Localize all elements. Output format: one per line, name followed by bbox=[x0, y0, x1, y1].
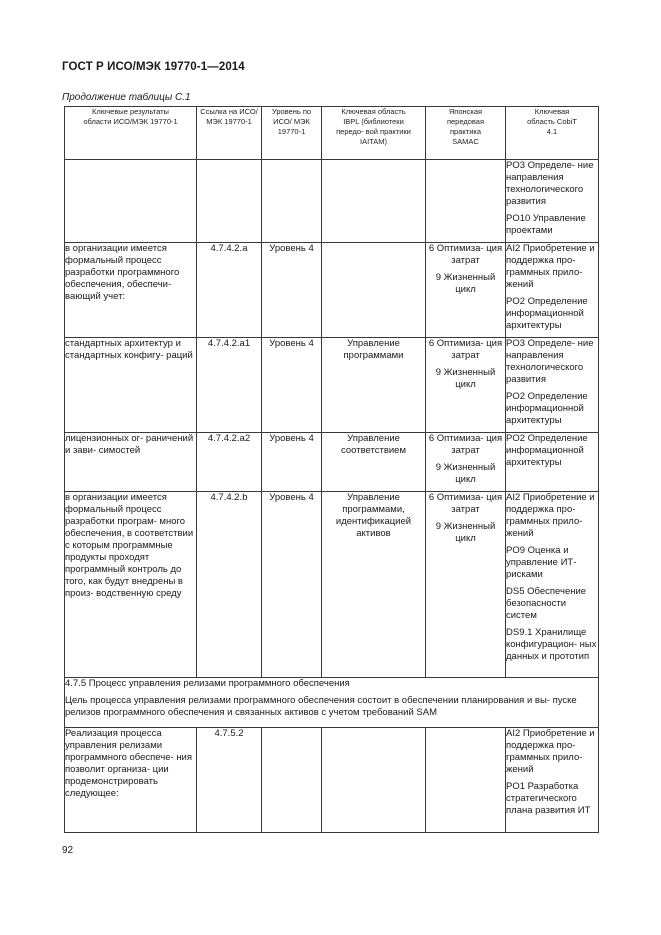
page-number: 92 bbox=[62, 845, 74, 856]
ibpl-cell: Управление программами, идентификацией активов bbox=[322, 492, 426, 678]
level-cell: Уровень 4 bbox=[262, 492, 322, 678]
samac-cell: 6 Оптимиза- ция затрат 9 Жизненный цикл bbox=[426, 492, 506, 678]
table-row bbox=[65, 243, 599, 338]
reference-cell: 4.7.4.2.a1 bbox=[197, 338, 262, 433]
mapping-table bbox=[64, 106, 599, 833]
result-cell: в организации имеется формальный процесс разработки программного обеспечения, обеспечи- вающий учет: bbox=[65, 243, 197, 338]
level-cell bbox=[262, 728, 322, 833]
header-ibpl-area: Ключевая область IBPL (библиотеки передо- вой практики IAITAM) bbox=[322, 107, 426, 160]
result-cell: стандартных архитектур и стандартных конфигу- раций bbox=[65, 338, 197, 433]
samac-cell: 6 Оптимиза- ция затрат 9 Жизненный цикл bbox=[426, 433, 506, 492]
result-cell: в организации имеется формальный процесс разработки програм- много обеспечения, в соответствии с которым программные продукты проходят программный контроль до того, как будут внедрены в произ- водственную среду bbox=[65, 492, 197, 678]
cobit-cell: AI2 Приобретение и поддержка про- граммных прило- жений PO9 Оценка и управление ИТ-рисками DS5 Обеспечение безопасности систем DS9.1 Хранилище конфигурацион- ных данных и прототип bbox=[506, 492, 599, 678]
samac-cell: 6 Оптимиза- ция затрат 9 Жизненный цикл bbox=[426, 243, 506, 338]
section-title: 4.7.5 Процесс управления релизами программного обеспечения bbox=[65, 678, 350, 689]
reference-cell: 4.7.4.2.b bbox=[197, 492, 262, 678]
cobit-cell: PO3 Определе- ние направления технологического развития PO10 Управление проектами bbox=[506, 160, 599, 243]
reference-cell: 4.7.4.2.a bbox=[197, 243, 262, 338]
result-cell: лицензионных ог- раничений и зави- симостей bbox=[65, 433, 197, 492]
samac-cell bbox=[426, 728, 506, 833]
table-row bbox=[65, 160, 599, 243]
table-row bbox=[65, 338, 599, 433]
ibpl-cell: Управление соответствием bbox=[322, 433, 426, 492]
ibpl-cell bbox=[322, 728, 426, 833]
table-continuation-caption: Продолжение таблицы С.1 bbox=[62, 92, 191, 103]
header-cobit-area: Ключевая область CobiT 4.1 bbox=[506, 107, 599, 160]
header-iso-reference: Ссылка на ИСО/ МЭК 19770-1 bbox=[197, 107, 262, 160]
table-row bbox=[65, 492, 599, 678]
header-iso-level: Уровень по ИСО/ МЭК 19770-1 bbox=[262, 107, 322, 160]
cobit-cell: PO3 Определе- ние направления технологического развития PO2 Определение информационной архитектуры bbox=[506, 338, 599, 433]
reference-cell: 4.7.4.2.a2 bbox=[197, 433, 262, 492]
samac-cell: 6 Оптимиза- ция затрат 9 Жизненный цикл bbox=[426, 338, 506, 433]
table-header-row bbox=[65, 107, 599, 160]
ibpl-cell: Управление программами bbox=[322, 338, 426, 433]
ibpl-cell bbox=[322, 243, 426, 338]
section-cell bbox=[65, 678, 599, 728]
level-cell: Уровень 4 bbox=[262, 433, 322, 492]
section-row bbox=[65, 678, 599, 728]
cobit-cell: PO2 Определение информационной архитектуры bbox=[506, 433, 599, 492]
cobit-cell: AI2 Приобретение и поддержка про- граммных прило- жений PO1 Разработка стратегического плана развития ИТ bbox=[506, 728, 599, 833]
cobit-cell: AI2 Приобретение и поддержка про- граммных прило- жений PO2 Определение информационной архитектуры bbox=[506, 243, 599, 338]
reference-cell: 4.7.5.2 bbox=[197, 728, 262, 833]
level-cell: Уровень 4 bbox=[262, 243, 322, 338]
table-row bbox=[65, 433, 599, 492]
standard-title: ГОСТ Р ИСО/МЭК 19770-1—2014 bbox=[62, 61, 245, 73]
table-row bbox=[65, 728, 599, 833]
section-text: Цель процесса управления релизами программного обеспечения состоит в обеспечении планирования и вы- пуске релизов программного обеспечения и связанных активов с учетом требований SAM bbox=[65, 695, 577, 718]
header-samac: Японская передовая практика SAMAC bbox=[426, 107, 506, 160]
result-cell: Реализация процесса управления релизами программного обеспече- ния позволит организа- ции продемонстрировать следующее: bbox=[65, 728, 197, 833]
level-cell: Уровень 4 bbox=[262, 338, 322, 433]
header-key-results: Ключевые результаты области ИСО/МЭК 19770-1 bbox=[65, 107, 197, 160]
